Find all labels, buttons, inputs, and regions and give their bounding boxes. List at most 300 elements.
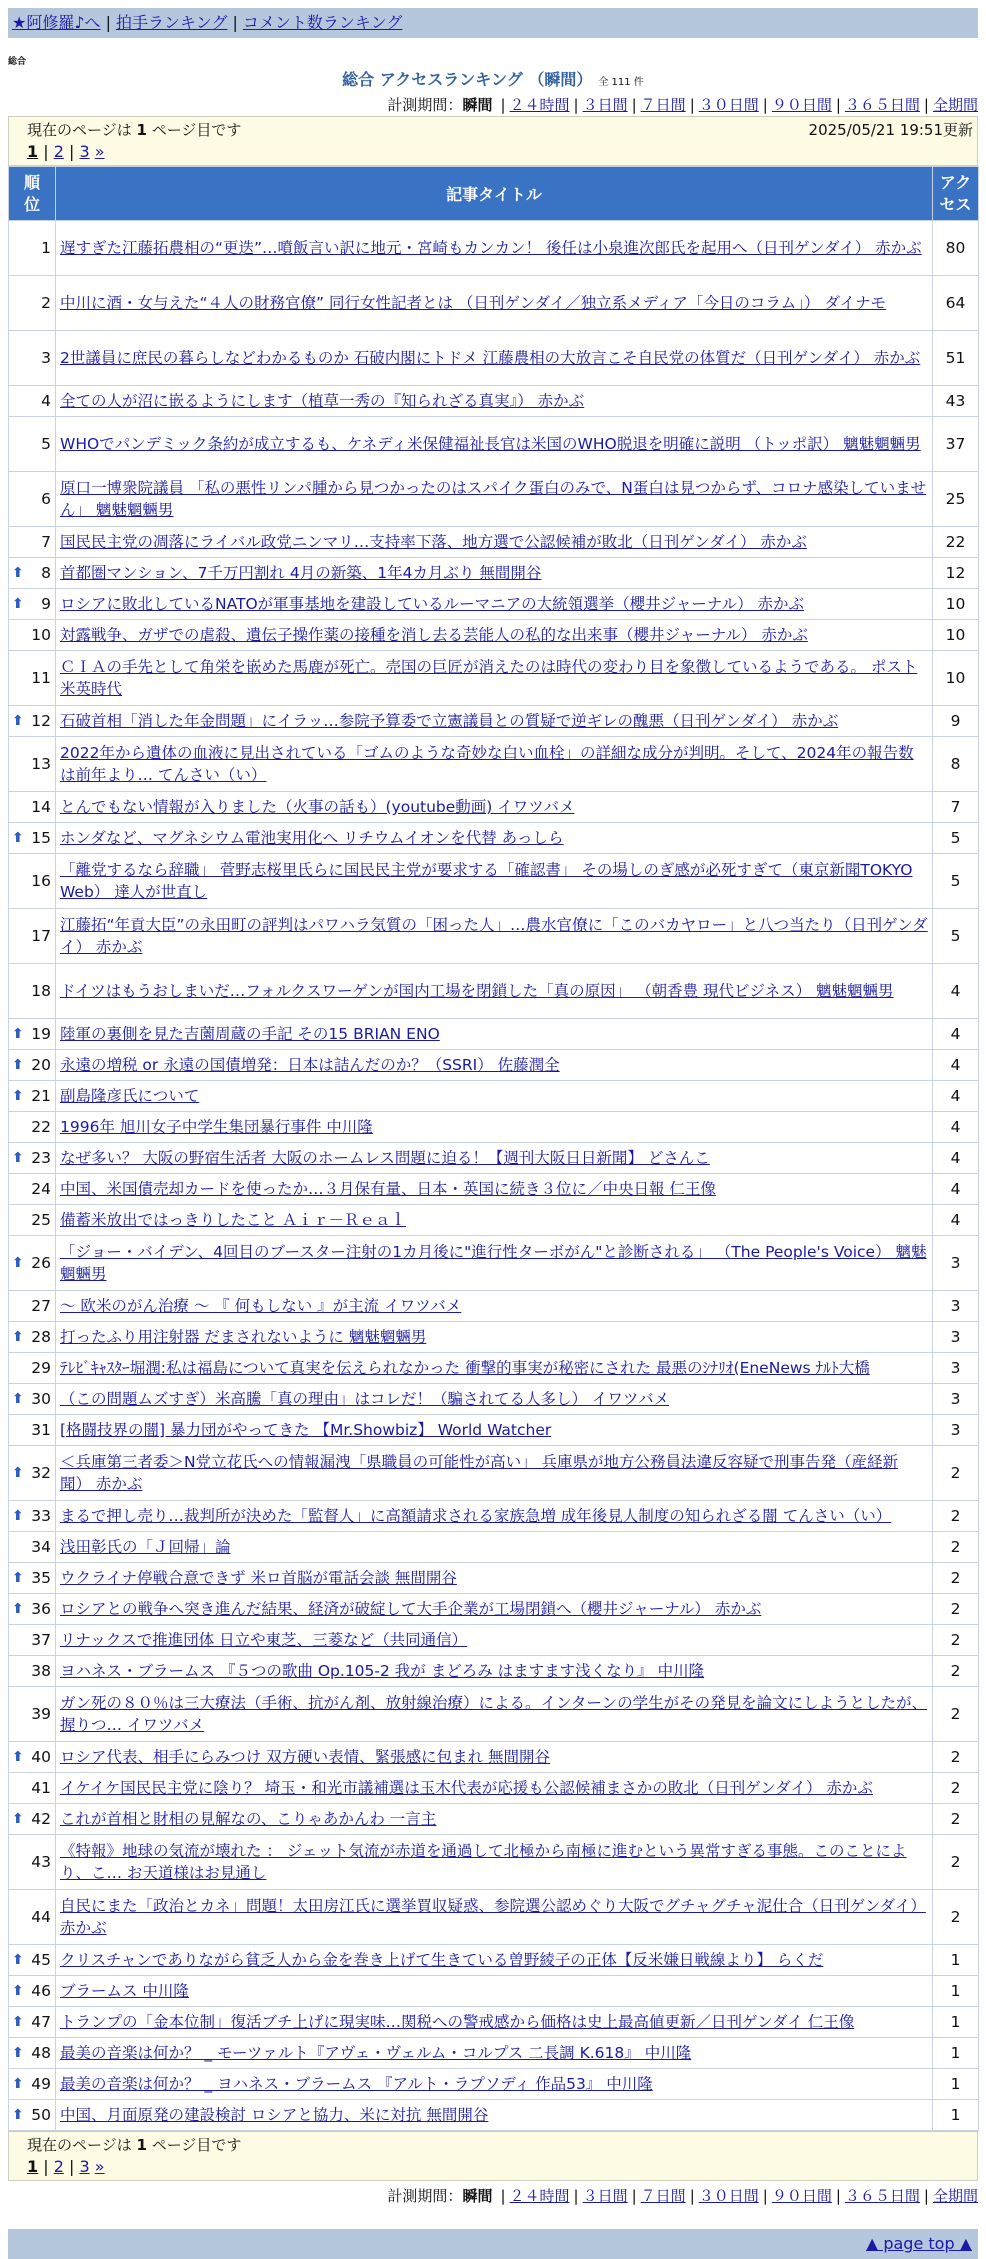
article-title-link[interactable]: 自民にまた「政治とカネ」問題！太田房江氏に選挙買収疑惑、参院選公認めぐり大阪でグチャグチャ泥仕合（日刊ゲンダイ） 赤かぶ (60, 1897, 926, 1937)
period-selector-top (8, 94, 978, 116)
article-title-link[interactable]: 《特報》地球の気流が壊れた ： ジェット気流が赤道を通過して北極から南極に進むという異常すぎる事態。このことにより、こ… お天道様はお見通し (60, 1842, 907, 1882)
rank-cell (9, 1050, 56, 1081)
rank-cell (9, 1019, 56, 1050)
rank-number: 13 (31, 755, 51, 773)
title-cell (56, 1446, 933, 1501)
access-count: 2 (933, 1563, 979, 1594)
access-count: 3 (933, 1353, 979, 1384)
article-title-link[interactable]: ヨハネス・ブラームス 『５つの歌曲 Op.105-2 我が まどろみ はますます浅くなり』 中川隆 (60, 1662, 705, 1680)
table-row (9, 1625, 979, 1656)
separator: | (573, 2187, 579, 2205)
article-title-link[interactable]: ＣＩＡの手先として角栄を嵌めた馬鹿が死亡。売国の巨匠が消えたのは時代の変わり目を象徴しているようである。 ポスト米英時代 (60, 658, 918, 698)
table-row (9, 2007, 979, 2038)
separator: | (573, 96, 579, 114)
title-cell (56, 1742, 933, 1773)
current-page-number: 1 (136, 121, 147, 139)
rank-up-arrow-icon: ⬆ (12, 1749, 24, 1765)
page-link[interactable]: 2 (53, 2157, 64, 2176)
pager-bottom (8, 2131, 978, 2181)
table-row (9, 1890, 979, 1945)
rank-cell (9, 417, 56, 472)
current-page-text-pre: 現在のページは (27, 121, 132, 139)
table-row (9, 1050, 979, 1081)
rank-up-arrow-icon: ⬆ (12, 1952, 24, 1968)
rank-cell (9, 1174, 56, 1205)
title-cell (56, 1890, 933, 1945)
period-option-link[interactable]: ９０日間 (771, 96, 832, 114)
rank-number: 32 (31, 1464, 51, 1482)
rank-cell (9, 558, 56, 589)
rank-number: 29 (31, 1359, 51, 1377)
rank-cell (9, 472, 56, 527)
rank-up-arrow-icon: ⬆ (12, 1057, 24, 1073)
access-count: 2 (933, 1446, 979, 1501)
article-title-link[interactable]: 中川に酒・女与えた“４人の財務官僚” 同行女性記者とは （日刊ゲンダイ／独立系メディア「今日のコラム」） ダイナモ (60, 294, 887, 312)
title-cell (56, 1384, 933, 1415)
article-title-link[interactable]: 「離党するなら辞職」 菅野志桜里氏らに国民民主党が要求する「確認書」 その場しのぎ感が必死すぎて（東京新聞TOKYO Web） 達人が世直し (60, 861, 913, 901)
article-title-link[interactable]: リナックスで推進団体 日立や東芝、三菱など（共同通信） (60, 1631, 468, 1649)
title-cell (56, 620, 933, 651)
title-cell (56, 909, 933, 964)
access-count: 7 (933, 792, 979, 823)
period-current: 瞬間 (462, 2187, 493, 2205)
title-cell (56, 1594, 933, 1625)
access-count: 2 (933, 1625, 979, 1656)
rank-up-arrow-icon: ⬆ (12, 1391, 24, 1407)
rank-number: 28 (31, 1328, 51, 1346)
page-link[interactable]: 2 (53, 142, 64, 161)
access-count: 3 (933, 1291, 979, 1322)
article-title-link[interactable]: なぜ多い？ 大阪の野宿生活者 大阪のホームレス問題に迫る！【週刊大阪日日新聞】 どさんこ (60, 1149, 710, 1167)
applause-ranking-link[interactable]: 拍手ランキング (115, 13, 228, 32)
access-count: 10 (933, 651, 979, 706)
article-title-link[interactable]: ＜兵庫第三者委＞N党立花氏への情報漏洩「県職員の可能性が高い」 兵庫県が地方公務員法違反容疑で刑事告発（産経新聞） 赤かぶ (60, 1453, 899, 1493)
rank-up-arrow-icon: ⬆ (12, 1026, 24, 1042)
rank-number: 42 (31, 1810, 51, 1828)
article-title-link[interactable]: 浅田彰氏の「Ｊ回帰」論 (60, 1538, 231, 1556)
page-links (27, 141, 971, 163)
section-label: 総合 (8, 57, 27, 67)
table-row (9, 1501, 979, 1532)
title-cell (56, 1322, 933, 1353)
article-title-link[interactable]: ドイツはもうおしまいだ…フォルクスワーゲンが国内工場を閉鎖した「真の原因」 （朝香豊 現代ビジネス） 魑魅魍魎男 (60, 982, 894, 1000)
rank-number: 16 (31, 872, 51, 890)
access-count: 4 (933, 1050, 979, 1081)
table-row (9, 792, 979, 823)
table-row (9, 2069, 979, 2100)
rank-up-arrow-icon: ⬆ (12, 1601, 24, 1617)
period-label: 計測期間： (387, 2187, 463, 2205)
article-title-link[interactable]: 遅すぎた江藤拓農相の“更迭”…噴飯言い訳に地元・宮崎もカンカン！ 後任は小泉進次郎氏を起用へ（日刊ゲンダイ） 赤かぶ (60, 239, 922, 257)
title-cell (56, 964, 933, 1019)
rank-cell (9, 1143, 56, 1174)
rank-up-arrow-icon: ⬆ (12, 830, 24, 846)
rank-number: 37 (31, 1631, 51, 1649)
page-link[interactable]: 3 (79, 142, 90, 161)
article-title-link[interactable]: 2世議員に庶民の暮らしなどわかるものか 石破内閣にトドメ 江藤農相の大放言こそ自民党の体質だ（日刊ゲンダイ） 赤かぶ (60, 349, 921, 367)
rank-cell (9, 1625, 56, 1656)
period-option-link[interactable]: ３日間 (582, 96, 628, 114)
article-title-link[interactable]: 国民民主党の凋落にライバル政党ニンマリ…支持率下落、地方選で公認候補が敗北（日刊ゲンダイ） 赤かぶ (60, 533, 807, 551)
title-cell (56, 276, 933, 331)
table-row (9, 1205, 979, 1236)
current-page-number: 1 (136, 2136, 147, 2154)
access-header: アクセス (933, 167, 979, 221)
table-row (9, 1446, 979, 1501)
table-row (9, 1835, 979, 1890)
table-row (9, 1384, 979, 1415)
title-cell (56, 1236, 933, 1291)
rank-cell (9, 589, 56, 620)
rank-number: 24 (31, 1180, 51, 1198)
title-cell (56, 527, 933, 558)
article-title-link[interactable]: [格闘技界の闇] 暴力団がやってきた 【Mr.Showbiz】 World Watcher (60, 1421, 552, 1439)
period-option-link[interactable]: ３６５日間 (844, 96, 920, 114)
article-title-link[interactable]: 副島隆彦氏について (60, 1087, 200, 1105)
article-title-link[interactable]: 対露戦争、ガザでの虐殺、遺伝子操作薬の接種を消し去る芸能人の私的な出来事（櫻井ジャーナル） 赤かぶ (60, 626, 808, 644)
separator: | (689, 96, 695, 114)
rank-number: 2 (41, 294, 51, 312)
period-option-link[interactable]: 全期間 (932, 2187, 978, 2205)
rank-number: 14 (31, 798, 51, 816)
title-cell (56, 1945, 933, 1976)
current-page-text-post: ページ目です (151, 2136, 242, 2154)
rank-number: 19 (31, 1025, 51, 1043)
rank-up-arrow-icon: ⬆ (12, 2045, 24, 2061)
article-title-link[interactable]: トランプの「金本位制」復活ブチ上げに現実味…関税への警戒感から価格は史上最高値更新／日刊ゲンダイ 仁王像 (60, 2013, 855, 2031)
rank-cell (9, 706, 56, 737)
rank-cell (9, 331, 56, 386)
access-count: 37 (933, 417, 979, 472)
article-title-link[interactable]: 備蓄米放出ではっきりしたこと Ａｉｒ－Ｒｅａｌ (60, 1211, 406, 1229)
period-option-link[interactable]: ３６５日間 (844, 2187, 920, 2205)
article-title-link[interactable]: イケイケ国民民主党に陰り？ 埼玉・和光市議補選は玉木代表が応援も公認候補まさかの敗北（日刊ゲンダイ） 赤かぶ (60, 1779, 873, 1797)
access-count: 2 (933, 1742, 979, 1773)
access-count: 5 (933, 823, 979, 854)
rank-number: 7 (41, 533, 51, 551)
article-title-link[interactable]: WHOでパンデミック条約が成立するも、ケネディ米保健福祉長官は米国のWHO脱退を明確に説明 （トッポ訳） 魑魅魍魎男 (60, 435, 921, 453)
title-cell (56, 1687, 933, 1742)
page-link-current[interactable]: 1 (27, 142, 39, 161)
article-title-link[interactable]: 2022年から遺体の血液に見出されている「ゴムのような奇妙な白い血栓」の詳細な成分が判明。そして、2024年の報告数は前年より… てんさい（い） (60, 744, 914, 784)
access-count: 64 (933, 276, 979, 331)
rank-cell (9, 1205, 56, 1236)
rank-number: 15 (31, 829, 51, 847)
access-count: 3 (933, 1322, 979, 1353)
period-option-link[interactable]: ２４時間 (509, 2187, 570, 2205)
rank-number: 4 (41, 392, 51, 410)
rank-up-arrow-icon: ⬆ (12, 1465, 24, 1481)
access-count: 2 (933, 1804, 979, 1835)
table-row (9, 1976, 979, 2007)
rank-number: 49 (31, 2075, 51, 2093)
rank-number: 23 (31, 1149, 51, 1167)
rank-cell (9, 1384, 56, 1415)
rank-up-arrow-icon: ⬆ (12, 1983, 24, 1999)
rank-cell (9, 2100, 56, 2131)
access-count: 9 (933, 706, 979, 737)
access-count: 1 (933, 2007, 979, 2038)
current-page-text-post: ページ目です (151, 121, 242, 139)
pager-top (8, 116, 978, 166)
article-title-link[interactable]: ホンダなど、マグネシウム電池実用化へ リチウムイオンを代替 あっしら (60, 829, 564, 847)
article-title-link[interactable]: 1996年 旭川女子中学生集団暴行事件 中川隆 (60, 1118, 373, 1136)
rank-cell (9, 1415, 56, 1446)
title-cell (56, 472, 933, 527)
rank-cell (9, 1804, 56, 1835)
article-title-link[interactable]: とんでもない情報が入りました（火事の話も）(youtube動画) イワツバメ (60, 798, 575, 816)
rank-up-arrow-icon: ⬆ (12, 1329, 24, 1345)
table-row (9, 1415, 979, 1446)
title-cell (56, 558, 933, 589)
article-title-link[interactable]: 中国、月面原発の建設検討 ロシアと協力、米に対抗 無間開谷 (60, 2106, 489, 2124)
separator: | (500, 96, 506, 114)
title-cell (56, 1656, 933, 1687)
ranking-title: 総合 アクセスランキング （瞬間） (342, 70, 593, 89)
rank-cell (9, 221, 56, 276)
table-row (9, 651, 979, 706)
table-row (9, 1773, 979, 1804)
article-title-link[interactable]: 石破首相「消した年金問題」にイラッ…参院予算委で立憲議員との質疑で逆ギレの醜悪（日刊ゲンダイ） 赤かぶ (60, 712, 839, 730)
title-cell (56, 386, 933, 417)
article-title-link[interactable]: ロシア代表、相手にらみつけ 双方硬い表情、緊張感に包まれ 無間開谷 (60, 1748, 551, 1766)
title-cell (56, 1835, 933, 1890)
table-row (9, 909, 979, 964)
table-row (9, 1081, 979, 1112)
rank-up-arrow-icon: ⬆ (12, 713, 24, 729)
article-title-link[interactable]: 最美の音楽は何か？ _ モーツァルト『アヴェ・ヴェルム・コルプス 二長調 K.618』 中川隆 (60, 2044, 692, 2062)
rank-number: 50 (31, 2106, 51, 2124)
access-count: 2 (933, 1773, 979, 1804)
access-count: 3 (933, 1384, 979, 1415)
access-count: 2 (933, 1656, 979, 1687)
table-row (9, 1236, 979, 1291)
rank-number: 25 (31, 1211, 51, 1229)
access-count: 4 (933, 1143, 979, 1174)
page-title (8, 67, 978, 90)
access-count: 2 (933, 1687, 979, 1742)
table-row (9, 527, 979, 558)
rank-cell (9, 1594, 56, 1625)
rank-number: 41 (31, 1779, 51, 1797)
rank-cell (9, 276, 56, 331)
rank-cell (9, 1291, 56, 1322)
table-row (9, 1563, 979, 1594)
access-count: 1 (933, 1945, 979, 1976)
rank-cell (9, 620, 56, 651)
period-option-link[interactable]: 全期間 (932, 96, 978, 114)
article-title-link[interactable]: （この問題ムズすぎ）米高騰「真の理由」はコレだ！（騙されてる人多し） イワツバメ (60, 1390, 670, 1408)
table-row (9, 1143, 979, 1174)
rank-number: 34 (31, 1538, 51, 1556)
rank-number: 26 (31, 1254, 51, 1272)
separator: | (923, 96, 929, 114)
table-row (9, 589, 979, 620)
period-current: 瞬間 (462, 96, 493, 114)
separator: | (689, 2187, 695, 2205)
period-option-link[interactable]: ３０日間 (698, 96, 759, 114)
next-page-link[interactable]: » (94, 2157, 105, 2176)
access-count: 22 (933, 527, 979, 558)
table-row (9, 737, 979, 792)
rank-up-arrow-icon: ⬆ (12, 1508, 24, 1524)
period-option-link[interactable]: ７日間 (640, 96, 686, 114)
table-row (9, 706, 979, 737)
period-option-link[interactable]: ７日間 (640, 2187, 686, 2205)
title-cell (56, 1174, 933, 1205)
rank-number: 47 (31, 2013, 51, 2031)
rank-cell (9, 792, 56, 823)
article-title-link[interactable]: これが首相と財相の見解なの、こりゃあかんわ 一言主 (60, 1810, 437, 1828)
table-row (9, 417, 979, 472)
table-row (9, 386, 979, 417)
period-option-link[interactable]: ３日間 (582, 2187, 628, 2205)
table-row (9, 1594, 979, 1625)
rank-number: 31 (31, 1421, 51, 1439)
article-title-link[interactable]: ブラームス 中川隆 (60, 1982, 189, 2000)
article-title-link[interactable]: 全ての人が沼に嵌るようにします（植草一秀の『知られざる真実』） 赤かぶ (60, 392, 585, 410)
rank-number: 5 (41, 435, 51, 453)
table-row (9, 2100, 979, 2131)
comment-ranking-link[interactable]: コメント数ランキング (242, 13, 403, 32)
table-row (9, 1687, 979, 1742)
rank-number: 45 (31, 1951, 51, 1969)
rank-cell (9, 1501, 56, 1532)
rank-number: 10 (31, 626, 51, 644)
title-cell (56, 221, 933, 276)
separator: | (923, 2187, 929, 2205)
rank-number: 38 (31, 1662, 51, 1680)
rank-cell (9, 1446, 56, 1501)
access-count: 1 (933, 2100, 979, 2131)
next-page-link[interactable]: » (94, 142, 105, 161)
article-title-link[interactable]: ﾃﾚﾋﾞｷｬｽﾀｰ堀潤:私は福島について真実を伝えられなかった 衝撃的事実が秘密にされた 最悪のｼﾅﾘｵ(EneNews ﾅﾙﾄ大橋 (60, 1359, 870, 1377)
access-count: 2 (933, 1835, 979, 1890)
rank-up-arrow-icon: ⬆ (12, 1811, 24, 1827)
title-cell (56, 1501, 933, 1532)
table-row (9, 1532, 979, 1563)
access-count: 80 (933, 221, 979, 276)
rank-number: 48 (31, 2044, 51, 2062)
rank-number: 18 (31, 982, 51, 1000)
rank-cell (9, 527, 56, 558)
article-title-link[interactable]: 打ったふり用注射器 だまされないように 魑魅魍魎男 (60, 1328, 427, 1346)
article-title-link[interactable]: 首都圏マンション、7千万円割れ 4月の新築、1年4カ月ぶり 無間開谷 (60, 564, 542, 582)
rank-number: 44 (31, 1908, 51, 1926)
article-title-link[interactable]: ロシアに敗北しているNATOが軍事基地を建設しているルーマニアの大統領選挙（櫻井ジャーナル） 赤かぶ (60, 595, 805, 613)
rank-header: 順位 (9, 167, 56, 221)
rank-up-arrow-icon: ⬆ (12, 2014, 24, 2030)
rank-number: 6 (41, 490, 51, 508)
title-cell (56, 2007, 933, 2038)
article-title-link[interactable]: 原口一博衆院議員 「私の悪性リンパ腫から見つかったのはスパイク蛋白のみで、N蛋白は見つからず、コロナ感染していません」 魑魅魍魎男 (60, 479, 927, 519)
article-title-link[interactable]: ロシアとの戦争へ突き進んだ結果、経済が破綻して大手企業が工場閉鎖へ（櫻井ジャーナル） 赤かぶ (60, 1600, 762, 1618)
article-title-link[interactable]: 中国、米国債売却カードを使ったか…３月保有量、日本・英国に続き３位に／中央日報 仁王像 (60, 1180, 716, 1198)
separator: | (63, 2157, 80, 2176)
title-cell (56, 2038, 933, 2069)
article-title-link[interactable]: ～ 欧米のがん治療 ～ 『 何もしない 』が主流 イワツバメ (60, 1297, 462, 1315)
rank-up-arrow-icon: ⬆ (12, 1150, 24, 1166)
access-count: 12 (933, 558, 979, 589)
rank-number: 39 (31, 1705, 51, 1723)
rank-number: 30 (31, 1390, 51, 1408)
article-title-link[interactable]: 最美の音楽は何か？ _ ヨハネス・ブラームス 『アルト・ラプソディ 作品53』 中川隆 (60, 2075, 653, 2093)
period-option-link[interactable]: ９０日間 (771, 2187, 832, 2205)
access-count: 51 (933, 331, 979, 386)
period-selector-bottom (8, 2185, 978, 2207)
rank-cell (9, 1773, 56, 1804)
title-cell (56, 1625, 933, 1656)
rank-cell (9, 651, 56, 706)
article-title-link[interactable]: まるで押し売り…裁判所が決めた「監督人」に高額請求される家族急増 成年後見人制度の知られざる闇 てんさい（い） (60, 1507, 892, 1525)
article-title-link[interactable]: 陸軍の裏側を見た吉薗周蔵の手記 その15 BRIAN ENO (60, 1025, 440, 1043)
table-row (9, 854, 979, 909)
title-cell (56, 854, 933, 909)
article-title-link[interactable]: 永遠の増税 or 永遠の国債増発：日本は詰んだのか？（SSRI） 佐藤潤全 (60, 1056, 560, 1074)
access-count: 8 (933, 737, 979, 792)
article-title-link[interactable]: ガン死の８０％は三大療法（手術、抗がん剤、放射線治療）による。インターンの学生がその発見を論文にしようとしたが、握りつ… イワツバメ (60, 1694, 928, 1734)
access-count: 1 (933, 2038, 979, 2069)
page-link[interactable]: 3 (79, 2157, 90, 2176)
page-top-link[interactable]: ▲ page top ▲ (865, 2234, 972, 2253)
rank-number: 27 (31, 1297, 51, 1315)
access-count: 4 (933, 964, 979, 1019)
separator: | (762, 96, 768, 114)
period-option-link[interactable]: ２４時間 (509, 96, 570, 114)
title-cell (56, 589, 933, 620)
title-cell (56, 1532, 933, 1563)
rank-cell (9, 386, 56, 417)
table-row (9, 1656, 979, 1687)
rank-cell (9, 1532, 56, 1563)
rank-cell (9, 2007, 56, 2038)
article-title-link[interactable]: クリスチャンでありながら貧乏人から金を巻き上げて生きている曽野綾子の正体【反米嫌日戦線より】 らくだ (60, 1951, 824, 1969)
rank-number: 35 (31, 1569, 51, 1587)
access-count: 3 (933, 1236, 979, 1291)
rank-cell (9, 1236, 56, 1291)
article-title-link[interactable]: 「ジョー・バイデン、4回目のブースター注射の1カ月後に"進行性ターボがん"と診断される」 （The People's Voice） 魑魅魍魎男 (60, 1243, 927, 1283)
rank-cell (9, 2038, 56, 2069)
access-count: 1 (933, 2069, 979, 2100)
home-link[interactable]: ★阿修羅♪へ (12, 13, 101, 32)
rank-cell (9, 1112, 56, 1143)
separator: | (63, 142, 80, 161)
table-row (9, 1019, 979, 1050)
rank-up-arrow-icon: ⬆ (12, 1088, 24, 1104)
rank-cell (9, 1563, 56, 1594)
rank-number: 17 (31, 927, 51, 945)
title-cell (56, 1976, 933, 2007)
rank-number: 21 (31, 1087, 51, 1105)
rank-number: 12 (31, 712, 51, 730)
title-cell (56, 706, 933, 737)
rank-up-arrow-icon: ⬆ (12, 1255, 24, 1271)
article-title-link[interactable]: 江藤拓“年貢大臣”の永田町の評判はパワハラ気質の「困った人」…農水官僚に「このバカヤロー」と八つ当たり（日刊ゲンダイ） 赤かぶ (60, 916, 928, 956)
rank-cell (9, 1945, 56, 1976)
rank-number: 40 (31, 1748, 51, 1766)
page-link-current[interactable]: 1 (27, 2157, 39, 2176)
table-row (9, 1291, 979, 1322)
top-nav-bar: ★阿修羅♪へ | 拍手ランキング | コメント数ランキング (8, 8, 978, 38)
article-title-link[interactable]: ウクライナ停戦合意できず 米ロ首脳が電話会談 無間開谷 (60, 1569, 457, 1587)
rank-cell (9, 1687, 56, 1742)
title-cell (56, 1050, 933, 1081)
ranking-table (8, 166, 979, 2131)
access-count: 25 (933, 472, 979, 527)
access-count: 4 (933, 1205, 979, 1236)
period-option-link[interactable]: ３０日間 (698, 2187, 759, 2205)
updated-timestamp: 2025/05/21 19:51更新 (808, 121, 973, 139)
